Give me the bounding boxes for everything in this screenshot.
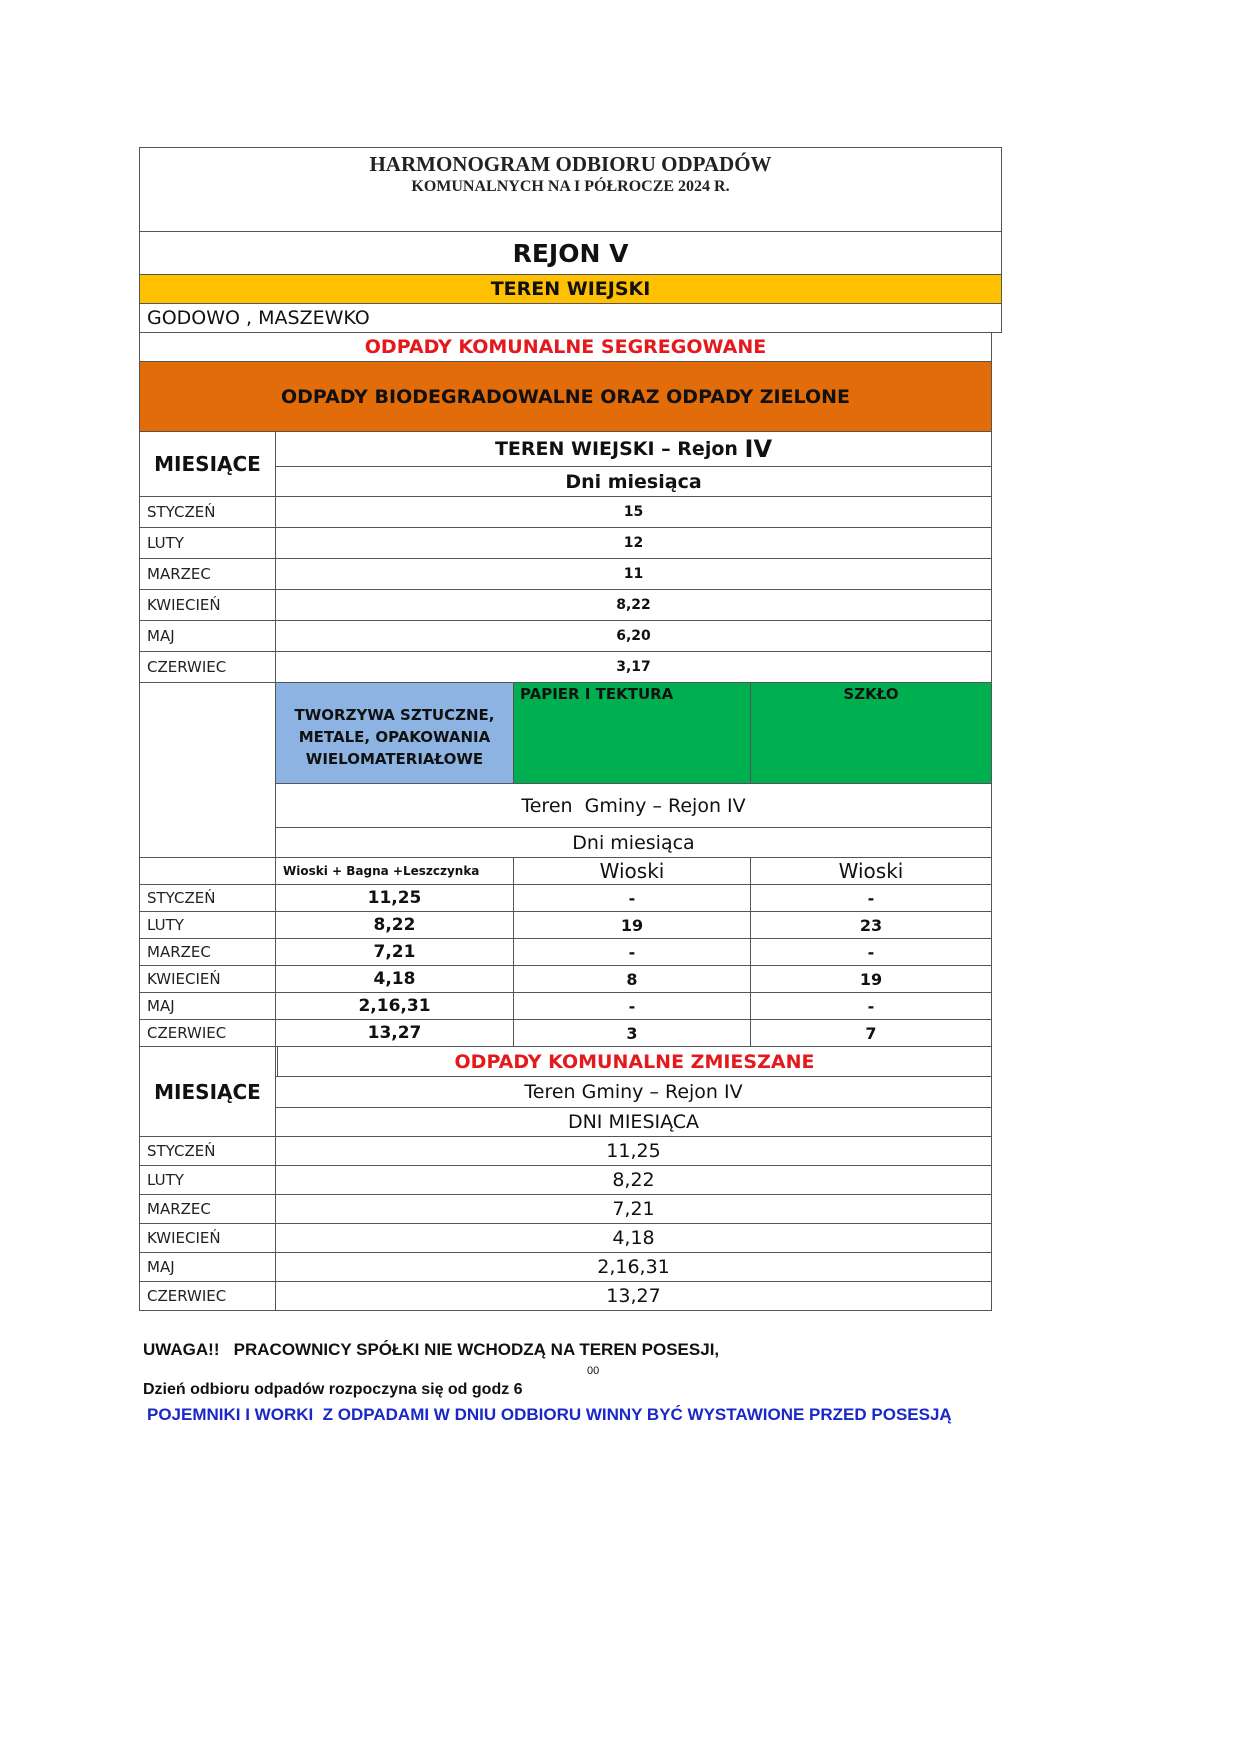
bio-row-days: 11 [275, 558, 992, 590]
title-line-1: HARMONOGRAM ODBIORU ODPADÓW [369, 152, 772, 176]
bio-days-label: Dni miesiąca [275, 466, 992, 497]
table-row-month: LUTY [139, 911, 276, 939]
mixed-row-month: KWIECIEŃ [139, 1223, 276, 1253]
gmina-label: Teren Gminy – Rejon IV [275, 783, 992, 828]
bio-row-month: LUTY [139, 527, 276, 559]
mixed-days-label: DNI MIESIĄCA [275, 1107, 992, 1137]
table-row-plastics: 2,16,31 [275, 992, 514, 1020]
bio-area-label-suffix: IV [744, 435, 773, 463]
months-label: MIESIĄCE [139, 431, 276, 497]
category-paper: PAPIER I TEKTURA [513, 682, 751, 784]
table-row-paper: - [513, 992, 751, 1020]
table-row-month: MAJ [139, 992, 276, 1020]
table-row-glass: 23 [750, 911, 992, 939]
localities: GODOWO , MASZEWKO [139, 303, 1002, 333]
category-blank-left [139, 682, 276, 858]
subheader-paper: Wioski [513, 857, 751, 885]
segregated-heading: ODPADY KOMUNALNE SEGREGOWANE [139, 332, 992, 362]
category-plastics: TWORZYWA SZTUCZNE, METALE, OPAKOWANIA WIELOMATERIAŁOWE [275, 682, 514, 784]
table-row-glass: - [750, 884, 992, 912]
mixed-row-days: 13,27 [275, 1281, 992, 1311]
table-row-month: STYCZEŃ [139, 884, 276, 912]
bio-row-month: STYCZEŃ [139, 496, 276, 528]
mixed-row-month: MARZEC [139, 1194, 276, 1224]
segregated-days-label: Dni miesiąca [275, 827, 992, 858]
mixed-row-days: 4,18 [275, 1223, 992, 1253]
start-time-sup: 00 [587, 1365, 600, 1377]
table-row-plastics: 13,27 [275, 1019, 514, 1047]
mixed-months-label: MIESIĄCE [139, 1046, 276, 1137]
title-box [139, 147, 1002, 232]
mixed-heading: ODPADY KOMUNALNE ZMIESZANE [277, 1046, 992, 1077]
area-banner: TEREN WIEJSKI [139, 274, 1002, 304]
table-row-plastics: 11,25 [275, 884, 514, 912]
containers-note: POJEMNIKI I WORKI Z ODPADAMI W DNIU ODBIORU WINNY BYĆ WYSTAWIONE PRZED POSESJĄ [147, 1405, 952, 1424]
start-time-note: Dzień odbioru odpadów rozpoczyna się od godz 6 [143, 1381, 523, 1398]
mixed-row-month: LUTY [139, 1165, 276, 1195]
bio-row-days: 15 [275, 496, 992, 528]
bio-row-month: MAJ [139, 620, 276, 652]
bio-row-days: 3,17 [275, 651, 992, 683]
table-row-paper: 19 [513, 911, 751, 939]
mixed-row-days: 2,16,31 [275, 1252, 992, 1282]
subheader-blank [139, 857, 276, 885]
bio-row-days: 12 [275, 527, 992, 559]
table-row-plastics: 8,22 [275, 911, 514, 939]
region-title: REJON V [139, 231, 1002, 275]
table-row-month: CZERWIEC [139, 1019, 276, 1047]
table-row-paper: 3 [513, 1019, 751, 1047]
bio-row-month: CZERWIEC [139, 651, 276, 683]
bio-row-days: 8,22 [275, 589, 992, 621]
bio-row-days: 6,20 [275, 620, 992, 652]
table-row-glass: 7 [750, 1019, 992, 1047]
mixed-row-month: CZERWIEC [139, 1281, 276, 1311]
bio-heading: ODPADY BIODEGRADOWALNE ORAZ ODPADY ZIELONE [139, 361, 992, 432]
table-row-plastics: 7,21 [275, 938, 514, 966]
mixed-row-days: 7,21 [275, 1194, 992, 1224]
table-row-month: KWIECIEŃ [139, 965, 276, 993]
bio-area-label-prefix: TEREN WIEJSKI – Rejon [494, 438, 745, 460]
subheader-plastics: Wioski + Bagna +Leszczynka [275, 857, 514, 885]
bio-area-label [275, 431, 992, 467]
mixed-gmina-label: Teren Gminy – Rejon IV [275, 1076, 992, 1108]
table-row-paper: - [513, 884, 751, 912]
table-row-glass: - [750, 992, 992, 1020]
table-row-glass: 19 [750, 965, 992, 993]
warning-note: UWAGA!! PRACOWNICY SPÓŁKI NIE WCHODZĄ NA TEREN POSESJI, [143, 1340, 720, 1359]
subheader-glass: Wioski [750, 857, 992, 885]
table-row-month: MARZEC [139, 938, 276, 966]
mixed-row-month: STYCZEŃ [139, 1136, 276, 1166]
category-glass: SZKŁO [750, 682, 992, 784]
bio-row-month: MARZEC [139, 558, 276, 590]
table-row-paper: 8 [513, 965, 751, 993]
table-row-paper: - [513, 938, 751, 966]
title-line-2: KOMUNALNYCH NA I PÓŁROCZE 2024 R. [411, 178, 730, 195]
mixed-row-days: 11,25 [275, 1136, 992, 1166]
table-row-plastics: 4,18 [275, 965, 514, 993]
mixed-row-month: MAJ [139, 1252, 276, 1282]
table-row-glass: - [750, 938, 992, 966]
mixed-row-days: 8,22 [275, 1165, 992, 1195]
bio-row-month: KWIECIEŃ [139, 589, 276, 621]
